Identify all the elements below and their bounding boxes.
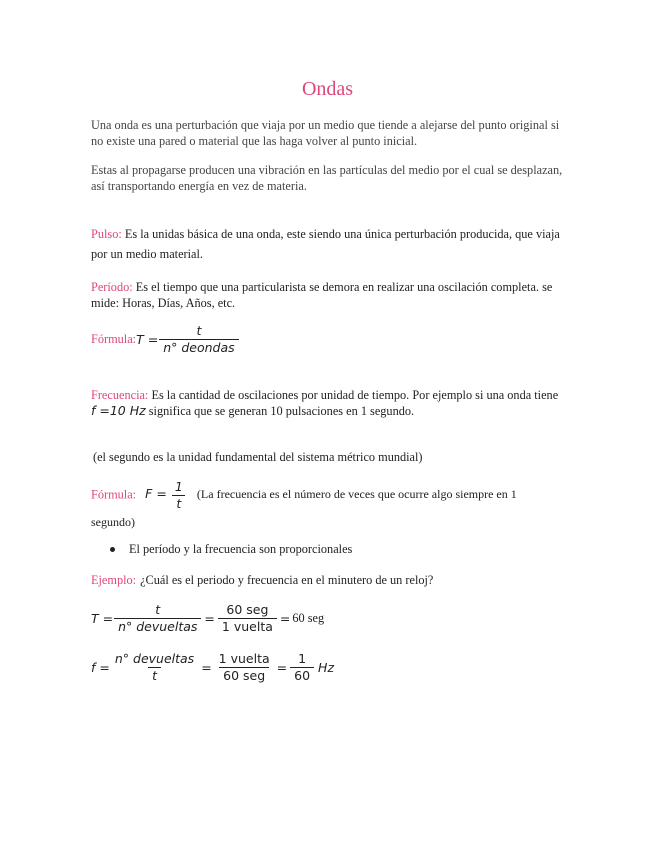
periodo-label: Período: <box>91 280 133 294</box>
eq1-fraction-1 <box>114 603 201 634</box>
eq1-numerator-2: 60 seg <box>226 602 269 617</box>
page-title: Ondas <box>301 78 354 100</box>
formula1-lhs: T = <box>136 332 159 347</box>
eq2-denominator-1: t <box>148 667 161 683</box>
ejemplo-label: Ejemplo: <box>91 573 137 587</box>
eq1-fraction-2 <box>218 603 277 634</box>
intro-paragraph-1: Una onda es una perturbación que viaja por un medio que tiende a alejarse del punto original si no existe una pared o material que las haga volver al punto inicial. <box>91 118 560 148</box>
equation-periodo <box>91 603 324 634</box>
bullet-dot-icon <box>110 547 115 552</box>
eq2-equals-a: = <box>201 660 212 675</box>
formula1-denominator: n° deondas <box>159 339 238 355</box>
ejemplo-text: ¿Cuál es el periodo y frecuencia en el minutero de un reloj? <box>140 573 434 587</box>
formula2-lhs: F = <box>145 486 167 502</box>
formula1-fraction <box>159 324 238 355</box>
intro-paragraph-2: Estas al propagarse producen una vibración en las partículas del medio por el cual se desplazan, así transportando energía en vez de materia. <box>91 163 563 193</box>
pulso-paragraph <box>91 224 561 264</box>
frecuencia-label: Frecuencia: <box>91 388 149 402</box>
formula1-label: Fórmula: <box>91 332 137 346</box>
formula2-denominator: t <box>172 495 185 511</box>
eq2-numerator-1: n° devueltas <box>114 651 195 666</box>
eq2-fraction-1 <box>111 652 198 683</box>
eq2-lhs: f = <box>91 660 110 675</box>
eq2-unit: Hz <box>318 660 335 675</box>
eq1-equals-b: = <box>279 611 291 626</box>
note-paragraph: (el segundo es la unidad fundamental del sistema métrico mundial) <box>93 450 423 464</box>
eq1-denominator-1: n° devueltas <box>114 618 201 634</box>
frecuencia-text-b: significa que se generan 10 pulsaciones en 1 segundo. <box>148 404 415 418</box>
formula2-numerator: 1 <box>174 479 183 494</box>
formula-frecuencia <box>91 480 541 533</box>
eq1-equals-a: = <box>204 611 215 626</box>
ejemplo-paragraph <box>91 573 433 588</box>
formula2-label: Fórmula: <box>91 487 137 502</box>
eq1-result: 60 seg <box>292 611 325 625</box>
formula1-numerator: t <box>196 323 202 338</box>
formula2-fraction <box>171 480 187 511</box>
eq1-denominator-2: 1 vuelta <box>218 618 277 634</box>
frecuencia-text-a: Es la cantidad de oscilaciones por unidad de tiempo. Por ejemplo si una onda tiene <box>151 388 559 402</box>
bullet-list-item <box>110 542 352 557</box>
bullet-text: El período y la frecuencia son proporcionales <box>129 542 353 556</box>
formula2-explanation: (La frecuencia es el número de veces que ocurre algo siempre en 1 segundo) <box>91 487 517 529</box>
eq2-denominator-3: 60 <box>290 667 314 683</box>
pulso-label: Pulso: <box>91 227 122 241</box>
eq2-numerator-2: 1 vuelta <box>218 651 270 666</box>
eq2-numerator-3: 1 <box>298 651 307 666</box>
equation-frecuencia <box>91 652 334 683</box>
eq2-equals-b: = <box>276 660 288 675</box>
frecuencia-paragraph <box>91 387 561 419</box>
eq1-numerator-1: t <box>155 602 161 617</box>
periodo-paragraph <box>91 279 566 311</box>
formula-periodo <box>91 324 240 355</box>
frecuencia-math: f =10 Hz <box>91 403 146 418</box>
eq2-fraction-2 <box>215 652 274 683</box>
eq1-lhs: T = <box>91 611 114 626</box>
eq2-denominator-2: 60 seg <box>219 667 269 683</box>
eq2-fraction-3 <box>290 652 314 683</box>
pulso-text: Es la unidas básica de una onda, este siendo una única perturbación producida, que viaja por un medio material. <box>91 227 560 261</box>
periodo-text: Es el tiempo que una particularista se demora en realizar una oscilación completa. se mide: Horas, Días, Años, etc. <box>91 280 553 310</box>
